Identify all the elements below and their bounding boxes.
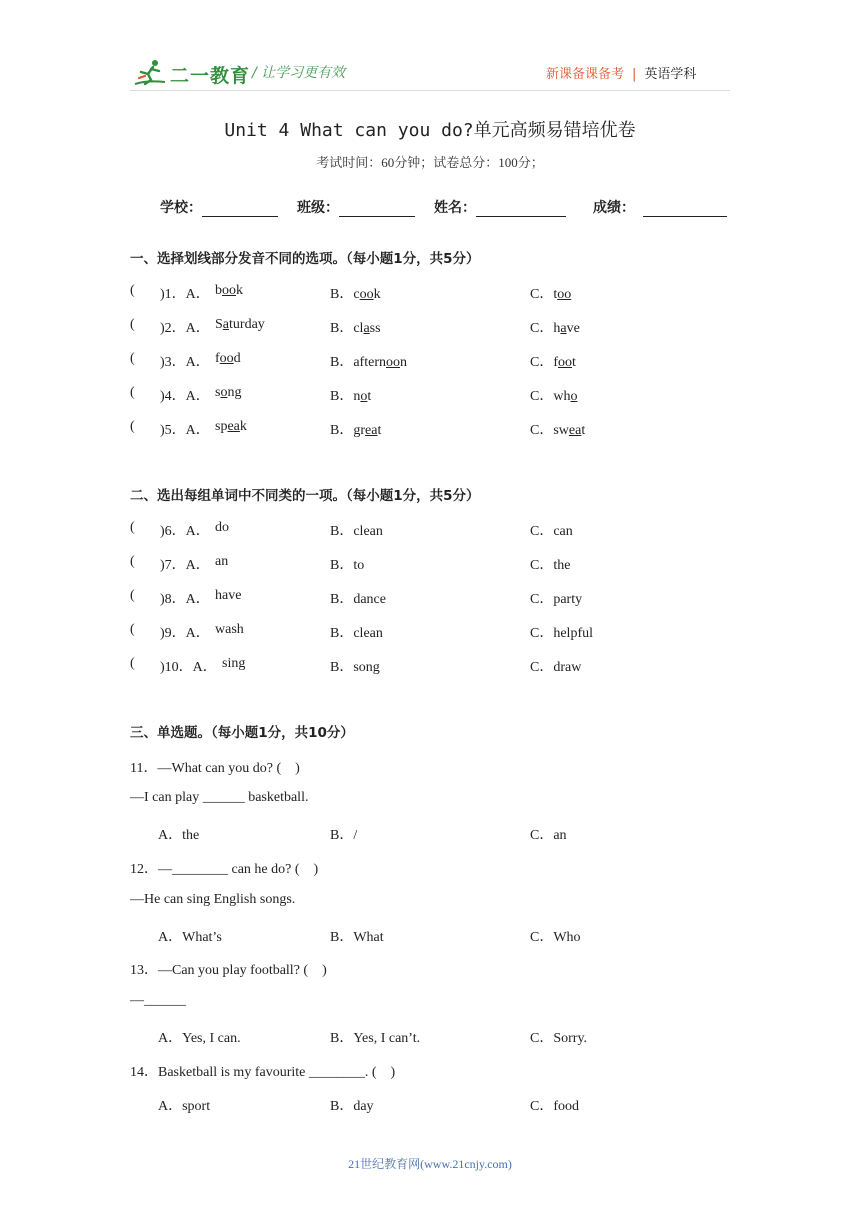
option-c: C．an (530, 828, 567, 843)
option-a: sing (222, 656, 246, 671)
exam-info: 考试时间：60分钟；试卷总分：100分； (316, 155, 544, 170)
question-number: )10．A． (160, 660, 217, 675)
school-field (160, 197, 278, 217)
answer-paren: ( (130, 520, 135, 535)
question-stem: 12．—________ can he do? ( ) (130, 862, 319, 877)
option-a: song (215, 385, 242, 400)
question-stem: 13．—Can you play football? ( ) (130, 963, 327, 978)
dialogue-line: —______ (130, 993, 186, 1008)
option-b: B．/ (330, 828, 358, 843)
option-a: wash (215, 622, 244, 637)
question-number: )2．A． (160, 321, 210, 336)
option-c: C．helpful (530, 626, 593, 641)
footer-link[interactable]: 21世纪教育网(www.21cnjy.com) (348, 1157, 512, 1171)
option-a: do (215, 520, 229, 535)
question-number: )4．A． (160, 389, 210, 404)
option-b: B．song (330, 660, 380, 675)
logo-text: 二一教育 (170, 65, 251, 87)
option-b: B．clean (330, 626, 383, 641)
question-number: )5．A． (160, 423, 210, 438)
question-number: )6．A． (160, 524, 210, 539)
answer-paren: ( (130, 317, 135, 332)
option-b: B．clean (330, 524, 383, 539)
answer-paren: ( (130, 351, 135, 366)
option-b: B．to (330, 558, 365, 573)
option-a: A．Yes, I can. (158, 1031, 241, 1046)
section-heading: 二、选出每组单词中不同类的一项。（每小题1分，共5分） (130, 488, 480, 504)
dialogue-line: —He can sing English songs. (130, 892, 296, 907)
option-c: C．sweat (530, 423, 586, 438)
option-b: B．What (330, 930, 384, 945)
answer-paren: ( (130, 656, 135, 671)
option-c: C．have (530, 321, 580, 336)
option-a: book (215, 283, 243, 298)
option-b: B．not (330, 389, 372, 404)
option-b: B．day (330, 1099, 374, 1114)
slogan: / 让学习更有效 (252, 65, 346, 81)
score-field (593, 197, 727, 217)
option-c: C．too (530, 287, 572, 302)
option-c: C．the (530, 558, 571, 573)
school-label: 学校： (160, 200, 202, 216)
page-title: Unit 4 What can you do?单元高频易错培优卷 (224, 120, 636, 141)
class-blank[interactable] (339, 202, 415, 217)
answer-paren: ( (130, 385, 135, 400)
option-b: B．afternoon (330, 355, 407, 370)
option-a: A．What’s (158, 930, 222, 945)
option-c: C．party (530, 592, 583, 607)
option-c: C．can (530, 524, 573, 539)
question-number: )8．A． (160, 592, 210, 607)
runner-logo-icon (133, 58, 167, 88)
option-c: C．foot (530, 355, 576, 370)
question-number: )9．A． (160, 626, 210, 641)
answer-paren: ( (130, 283, 135, 298)
answer-paren: ( (130, 419, 135, 434)
option-b: B．dance (330, 592, 386, 607)
header-separator: | (632, 67, 637, 82)
option-a: an (215, 554, 229, 569)
option-a: have (215, 588, 242, 603)
question-number: )3．A． (160, 355, 210, 370)
question-stem: 11．—What can you do? ( ) (130, 761, 300, 776)
school-blank[interactable] (202, 202, 278, 217)
option-c: C．food (530, 1099, 579, 1114)
score-blank[interactable] (643, 202, 727, 217)
dialogue-line: —I can play ______ basketball. (130, 790, 309, 805)
section-heading: 三、单选题。（每小题1分，共10分） (130, 725, 354, 741)
class-field (297, 197, 415, 217)
option-c: C．Sorry. (530, 1031, 588, 1046)
header-right (546, 63, 696, 82)
option-a: food (215, 351, 241, 366)
option-b: B．great (330, 423, 382, 438)
option-b: B．Yes, I can’t. (330, 1031, 421, 1046)
option-a: A．the (158, 828, 200, 843)
answer-paren: ( (130, 622, 135, 637)
header-divider (130, 90, 730, 91)
name-label: 姓名： (434, 200, 476, 216)
answer-paren: ( (130, 554, 135, 569)
subject-label: 英语学科 (644, 67, 697, 82)
option-b: B．cook (330, 287, 381, 302)
name-blank[interactable] (476, 202, 566, 217)
option-c: C．who (530, 389, 578, 404)
question-number: )1．A． (160, 287, 210, 302)
question-number: )7．A． (160, 558, 210, 573)
option-c: C．Who (530, 930, 581, 945)
class-label: 班级： (297, 200, 339, 216)
option-a: A．sport (158, 1099, 211, 1114)
section-heading: 一、选择划线部分发音不同的选项。（每小题1分，共5分） (130, 251, 480, 267)
option-a: Saturday (215, 317, 265, 332)
option-b: B．class (330, 321, 381, 336)
question-stem: 14．Basketball is my favourite ________. ( ) (130, 1065, 396, 1080)
option-c: C．draw (530, 660, 582, 675)
name-field (434, 197, 566, 217)
answer-paren: ( (130, 588, 135, 603)
option-a: speak (215, 419, 247, 434)
score-label: 成绩： (593, 200, 635, 216)
course-label: 新课备课备考 (546, 67, 625, 82)
